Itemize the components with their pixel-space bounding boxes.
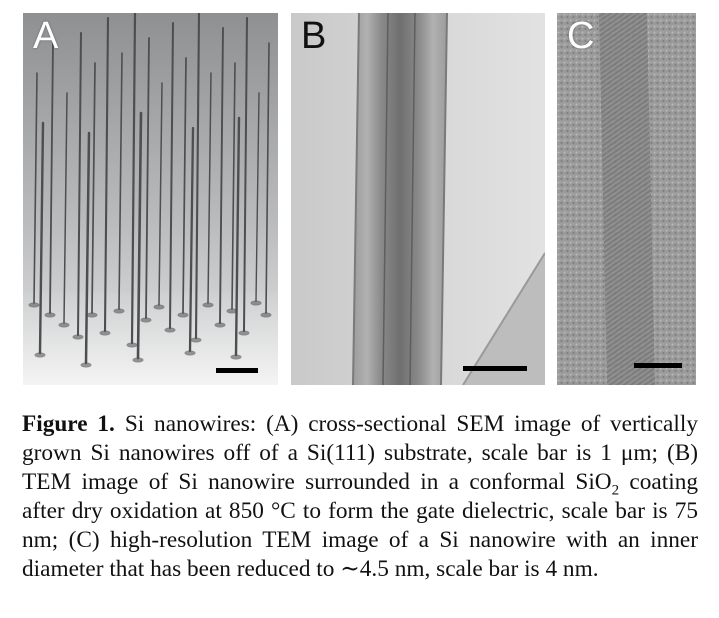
nanowire-base bbox=[59, 323, 69, 327]
nanowire-base bbox=[231, 355, 241, 359]
panel-a-sem-image bbox=[23, 13, 278, 385]
nanowire-base bbox=[178, 313, 188, 317]
figure-caption bbox=[22, 410, 698, 584]
nanowire-base bbox=[191, 338, 201, 342]
caption-text-part2: coating after dry oxidation at 850 °C to form the gate dielectric, scale bar is 75 nm; (C) high-resolution TEM image of a Si nanowire with an inner diameter that has been reduced to ∼4.5 nm, scale bar is 4 nm. bbox=[22, 469, 699, 582]
panel-a-label: A bbox=[33, 15, 59, 57]
panel-b-tem-image bbox=[291, 13, 545, 385]
caption-subscript: 2 bbox=[611, 482, 620, 499]
nanowire-base bbox=[215, 323, 225, 327]
nanowire-base bbox=[141, 318, 151, 322]
nanowire-base bbox=[239, 331, 249, 335]
panel-c-label: C bbox=[567, 15, 595, 57]
nanowire-base bbox=[81, 363, 91, 367]
figure-label: Figure 1. bbox=[22, 411, 115, 437]
panel-c-hrtem-image bbox=[557, 13, 696, 385]
panel-a-graphic bbox=[23, 13, 278, 385]
nanowire-base bbox=[133, 358, 143, 362]
nanowire-base bbox=[185, 351, 195, 355]
nanowire-base bbox=[35, 353, 45, 357]
panel-c-graphic bbox=[557, 13, 696, 385]
nanowire-base bbox=[261, 313, 271, 317]
nanowire-base bbox=[251, 301, 261, 305]
nanowire-base bbox=[45, 313, 55, 317]
nanowire-base bbox=[154, 305, 164, 309]
panel-b-label: B bbox=[301, 15, 327, 57]
nanowire-base bbox=[29, 303, 39, 307]
panel-b-graphic bbox=[291, 13, 545, 385]
nanowire-base bbox=[87, 313, 97, 317]
nanowire-base bbox=[203, 303, 213, 307]
nanowire-base bbox=[127, 343, 137, 347]
caption-text-part1: Si nanowires: (A) cross-sectional SEM image of vertically grown Si nanowires off of a Si(111) substrate, scale bar is 1 μm; (B) TEM image of Si nanowire surrounded in a conformal SiO bbox=[22, 411, 698, 495]
nanowire-base bbox=[114, 309, 124, 313]
nanowire-base bbox=[73, 335, 83, 339]
nanowire-base bbox=[165, 328, 175, 332]
nanowire-base bbox=[100, 331, 110, 335]
